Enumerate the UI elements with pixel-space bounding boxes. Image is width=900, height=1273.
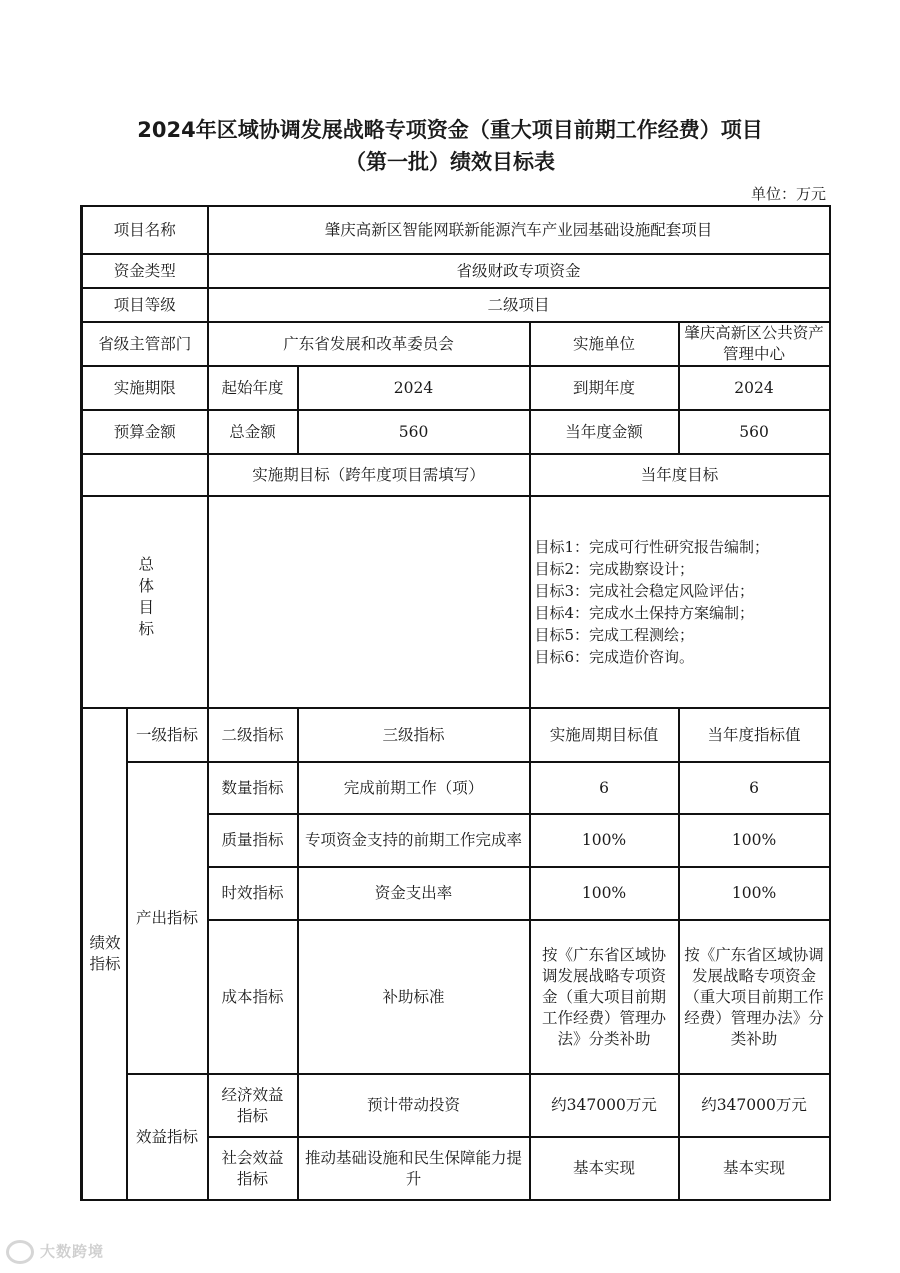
header-level3: 三级指标	[298, 708, 530, 762]
row-period	[82, 366, 830, 410]
project-level-label: 项目等级	[82, 288, 208, 322]
year-goal-item: 目标3：完成社会稳定风险评估；	[534, 582, 755, 600]
table-row	[82, 1074, 830, 1137]
table-row	[82, 762, 830, 814]
row-department	[82, 322, 830, 366]
total-amount-label: 总金额	[208, 410, 298, 454]
year-target-cell: 100%	[679, 867, 830, 920]
period-goal-value	[208, 496, 530, 708]
year-goal-item: 目标5：完成工程测绘；	[534, 626, 695, 644]
level2-cell: 数量指标	[208, 762, 298, 814]
watermark-text: 大数跨境	[40, 1242, 105, 1261]
row-overall-goals	[82, 496, 830, 708]
watermark	[6, 1240, 104, 1264]
year-goal-item: 目标2：完成勘察设计；	[534, 560, 695, 578]
year-goal-item: 目标4：完成水土保持方案编制；	[534, 604, 755, 622]
period-target-cell: 按《广东省区域协调发展战略专项资金（重大项目前期工作经费）管理办法》分类补助	[530, 920, 679, 1074]
output-indicator-label: 产出指标	[127, 762, 208, 1074]
level2-cell: 成本指标	[208, 920, 298, 1074]
project-name-label: 项目名称	[82, 206, 208, 254]
page-title-line1: 2024年区域协调发展战略专项资金（重大项目前期工作经费）项目	[137, 118, 763, 142]
performance-indicator-label: 绩效指标	[82, 708, 127, 1200]
row-fund-type	[82, 254, 830, 288]
end-year-label: 到期年度	[530, 366, 679, 410]
project-name-value: 肇庆高新区智能网联新能源汽车产业园基础设施配套项目	[208, 206, 830, 254]
level3-cell: 资金支出率	[298, 867, 530, 920]
fund-type-label: 资金类型	[82, 254, 208, 288]
year-goal-item: 目标1：完成可行性研究报告编制；	[534, 538, 770, 556]
year-target-cell: 约347000万元	[679, 1074, 830, 1137]
level2-cell: 质量指标	[208, 814, 298, 867]
period-target-cell: 约347000万元	[530, 1074, 679, 1137]
row-project-level	[82, 288, 830, 322]
dept-label: 省级主管部门	[82, 322, 208, 366]
dept-value: 广东省发展和改革委员会	[208, 322, 530, 366]
header-year-target: 当年度指标值	[679, 708, 830, 762]
row-budget	[82, 410, 830, 454]
page-title-line2: （第一批）绩效目标表	[345, 150, 555, 174]
row-goal-headers	[82, 454, 830, 496]
year-amount-value: 560	[679, 410, 830, 454]
effect-indicator-label: 效益指标	[127, 1074, 208, 1200]
start-year-value: 2024	[298, 366, 530, 410]
period-target-cell: 基本实现	[530, 1137, 679, 1200]
header-level2: 二级指标	[208, 708, 298, 762]
level2-cell: 社会效益指标	[208, 1137, 298, 1200]
level3-cell: 完成前期工作（项）	[298, 762, 530, 814]
year-target-cell: 按《广东省区域协调发展战略专项资金（重大项目前期工作经费）管理办法》分类补助	[679, 920, 830, 1074]
unit-label: 单位：万元	[750, 185, 826, 203]
period-goal-header: 实施期目标（跨年度项目需填写）	[208, 454, 530, 496]
row-indicator-headers	[82, 708, 830, 762]
project-level-value: 二级项目	[208, 288, 830, 322]
level3-cell: 专项资金支持的前期工作完成率	[298, 814, 530, 867]
watermark-logo-icon	[6, 1240, 34, 1264]
overall-goal-label-text: 总体目标	[136, 556, 155, 642]
period-label: 实施期限	[82, 366, 208, 410]
level2-cell: 时效指标	[208, 867, 298, 920]
budget-label: 预算金额	[82, 410, 208, 454]
fund-type-value: 省级财政专项资金	[208, 254, 830, 288]
year-target-cell: 基本实现	[679, 1137, 830, 1200]
row-project-name	[82, 206, 830, 254]
end-year-value: 2024	[679, 366, 830, 410]
level3-cell: 推动基础设施和民生保障能力提升	[298, 1137, 530, 1200]
period-target-cell: 100%	[530, 814, 679, 867]
period-target-cell: 6	[530, 762, 679, 814]
goal-header-blank	[82, 454, 208, 496]
year-target-cell: 100%	[679, 814, 830, 867]
year-target-cell: 6	[679, 762, 830, 814]
start-year-label: 起始年度	[208, 366, 298, 410]
header-level1: 一级指标	[127, 708, 208, 762]
impl-unit-value: 肇庆高新区公共资产管理中心	[679, 322, 830, 366]
level2-cell: 经济效益指标	[208, 1074, 298, 1137]
period-target-cell: 100%	[530, 867, 679, 920]
level3-cell: 预计带动投资	[298, 1074, 530, 1137]
year-goal-header: 当年度目标	[530, 454, 830, 496]
header-period-target: 实施周期目标值	[530, 708, 679, 762]
performance-target-table	[80, 205, 831, 1201]
year-goal-item: 目标6：完成造价咨询。	[534, 648, 695, 666]
impl-unit-label: 实施单位	[530, 322, 679, 366]
year-goal-list	[530, 496, 830, 708]
level3-cell: 补助标准	[298, 920, 530, 1074]
total-amount-value: 560	[298, 410, 530, 454]
year-amount-label: 当年度金额	[530, 410, 679, 454]
overall-goal-label	[82, 496, 208, 708]
